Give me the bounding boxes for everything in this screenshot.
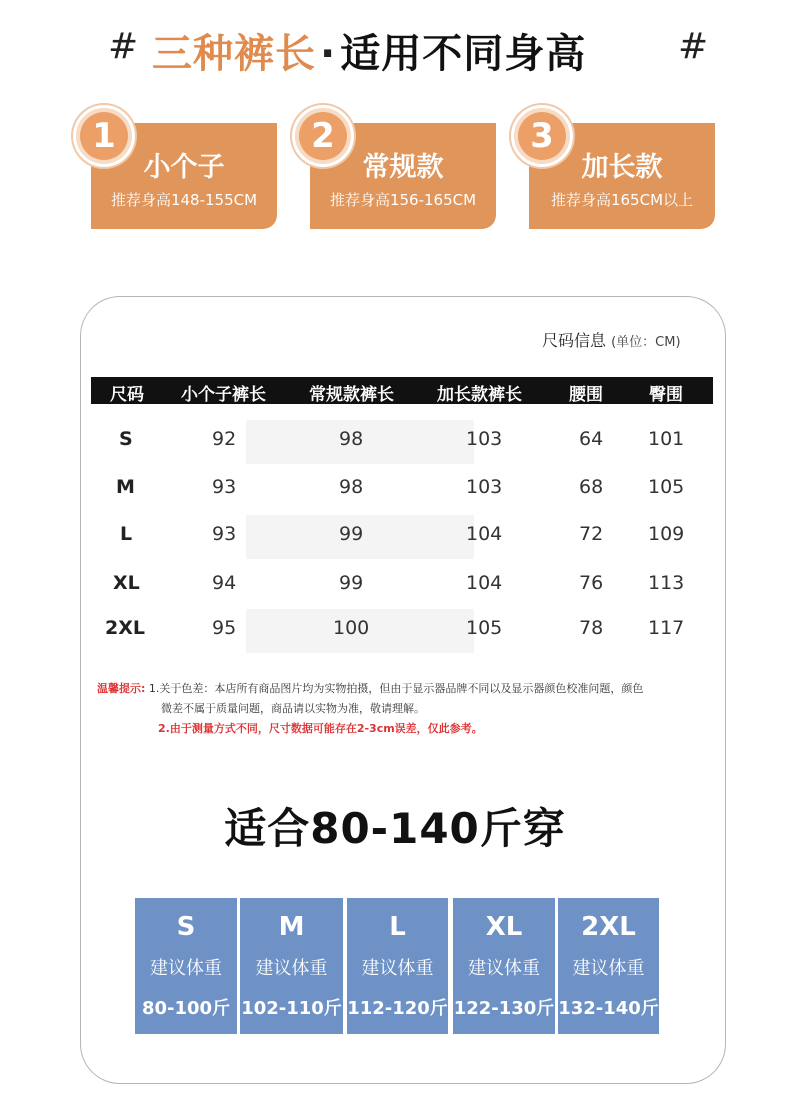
table-row [91,418,713,464]
cell-long-length: 103 [466,428,503,450]
length-card-petite [91,116,277,229]
cell-hip: 117 [648,617,685,639]
number-badge-icon: 1 [73,105,135,167]
card-height: 推荐身高165CM以上 [550,191,694,209]
header [0,22,790,77]
cell-size: XL [113,572,140,594]
number-badge-icon: 2 [292,105,354,167]
weight-label: 建议体重 [361,958,434,979]
cell-hip: 113 [648,572,685,594]
weight-range: 122-130斤 [453,998,555,1019]
card-height: 推荐身高156-165CM [329,191,477,209]
length-card-long [529,116,715,229]
weight-size: L [389,912,406,942]
tip-line-2: 微差不属于质量问题，商品请以实物为准，敬请理解。 [161,702,425,715]
weight-label: 建议体重 [255,958,328,979]
cell-size: L [120,523,133,545]
cell-waist: 64 [579,428,604,450]
weight-range: 80-100斤 [141,998,231,1019]
size-info-title: 尺码信息 [542,331,607,350]
tips-label: 温馨提示: [97,682,146,695]
tip-line-3: 2.由于测量方式不同，尺寸数据可能存在2-3cm误差，仅此参考。 [158,722,483,735]
cell-hip: 105 [648,476,685,498]
cell-waist: 76 [579,572,604,594]
title-highlight: 三种裤长 [152,31,316,77]
cell-long-length: 105 [466,617,503,639]
col-header-size: 尺码 [110,385,144,405]
table-row [91,513,713,559]
cell-size: 2XL [105,617,145,639]
cell-petite-length: 92 [212,428,237,450]
cell-long-length: 103 [466,476,503,498]
size-info-unit: (单位：CM) [611,335,681,350]
weight-box-l [347,898,448,1034]
tip-line-1: 1.关于色差：本店所有商品图片均为实物拍摄，但由于显示器品牌不同以及显示器颜色校准问题，颜色 [148,682,644,695]
weight-size: XL [485,912,523,942]
card-height: 推荐身高148-155CM [110,191,258,209]
weight-box-m [240,898,343,1034]
weight-box-s [135,898,237,1034]
title-main: 适用不同身高 [340,31,587,77]
weight-box-xl [453,898,555,1034]
cell-regular-length: 99 [339,523,364,545]
weight-box-2xl [558,898,659,1034]
weight-range: 112-120斤 [347,998,448,1019]
hash-decoration-left: # [108,26,139,67]
cell-size: S [119,428,133,450]
card-name: 常规款 [362,152,444,183]
col-header-long-length: 加长款裤长 [437,385,522,405]
cell-regular-length: 100 [333,617,370,639]
cell-waist: 68 [579,476,604,498]
hash-decoration-right: # [678,26,709,67]
cell-petite-length: 95 [212,617,237,639]
col-header-hip: 臀围 [649,385,683,405]
table-row [91,607,713,653]
cell-regular-length: 99 [339,572,364,594]
page-title [152,22,586,79]
length-card-regular [310,116,496,229]
weight-size: 2XL [581,912,636,942]
weight-size: M [278,912,305,942]
col-header-regular-length: 常规款裤长 [309,385,394,405]
cell-long-length: 104 [466,523,503,545]
cell-petite-length: 93 [212,523,237,545]
cell-petite-length: 94 [212,572,237,594]
weight-size: S [176,912,196,942]
cell-waist: 72 [579,523,604,545]
cell-hip: 101 [648,428,685,450]
cell-regular-length: 98 [339,476,364,498]
cell-waist: 78 [579,617,604,639]
col-header-waist: 腰围 [569,385,603,405]
table-row [91,562,713,608]
weight-range: 132-140斤 [558,998,659,1019]
title-dot: · [320,31,337,77]
cell-petite-length: 93 [212,476,237,498]
card-name: 加长款 [581,152,663,183]
weight-title: 适合80-140斤穿 [224,804,566,853]
weight-label: 建议体重 [468,958,540,979]
size-info-heading [542,328,681,351]
size-table-header [91,377,713,404]
cell-size: M [116,476,135,498]
weight-label: 建议体重 [150,958,222,979]
cell-long-length: 104 [466,572,503,594]
weight-range: 102-110斤 [241,998,342,1019]
col-header-petite-length: 小个子裤长 [181,385,266,405]
table-row [91,466,713,512]
number-badge-icon: 3 [511,105,573,167]
cell-hip: 109 [648,523,685,545]
cell-regular-length: 98 [339,428,364,450]
card-name: 小个子 [143,152,225,183]
weight-label: 建议体重 [572,958,645,979]
